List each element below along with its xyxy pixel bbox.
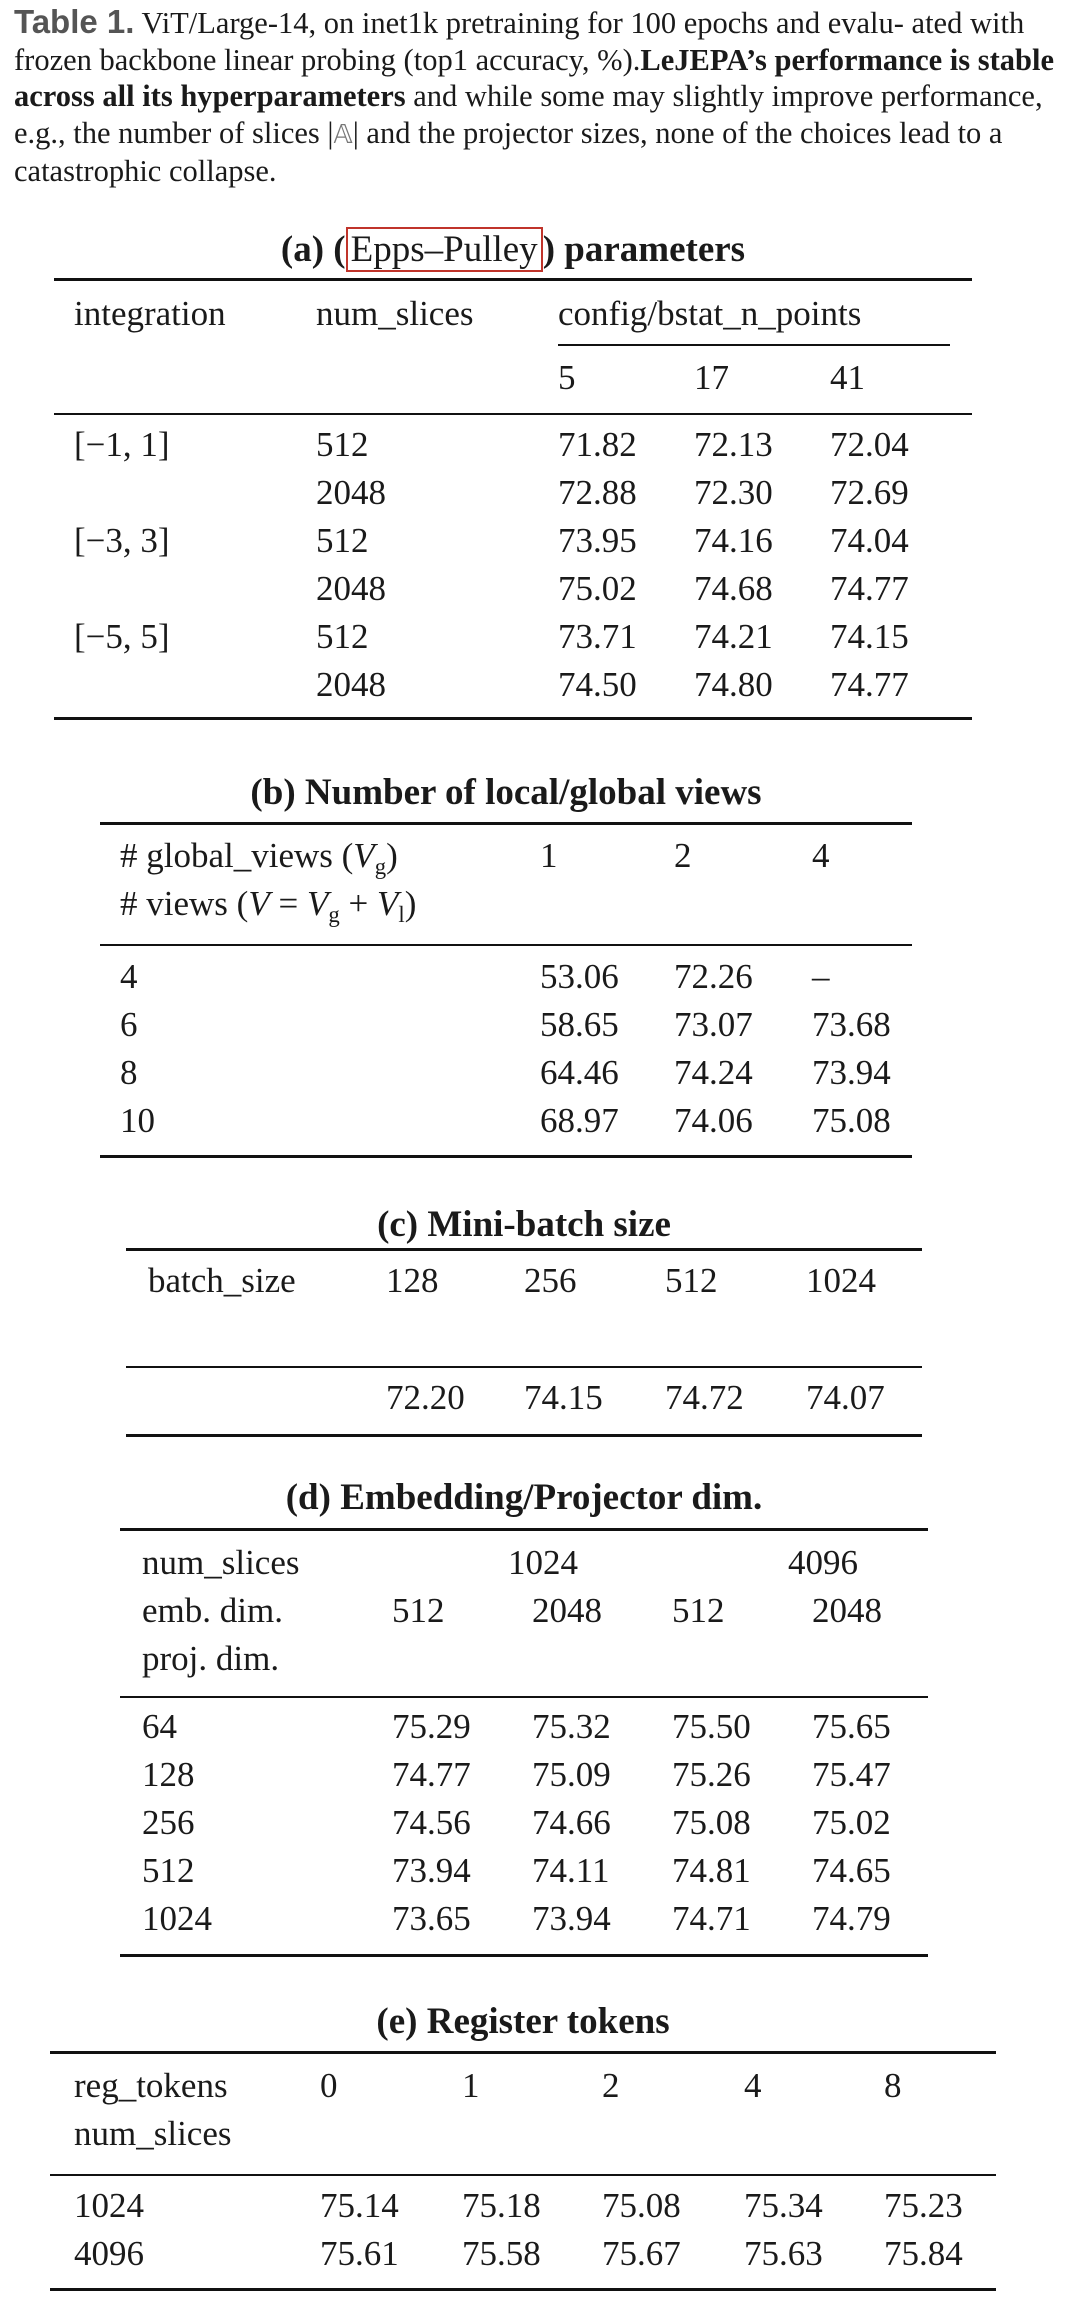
cell-value: 74.56: [392, 1803, 471, 1842]
highlighted-term: Epps–Pulley: [346, 227, 543, 272]
table-a-bottom-rule: [54, 717, 972, 720]
cell-value: 74.80: [694, 665, 773, 704]
header-sub: g: [374, 853, 387, 879]
cell-value: 75.63: [744, 2234, 823, 2273]
table-d-title: (d) Embedding/Projector dim.: [285, 1477, 763, 1518]
cell-value: 72.69: [830, 473, 909, 512]
cell-value: 74.50: [558, 665, 637, 704]
table-caption: [14, 4, 1064, 190]
cell-value: 74.79: [812, 1899, 891, 1938]
table-b-col-4: 4: [812, 836, 830, 875]
table-b-bottom-rule: [100, 1155, 912, 1158]
table-d-emb: 512: [672, 1591, 725, 1630]
table-a-mid-rule: [54, 413, 972, 415]
table-b-header-global-views: [120, 836, 398, 879]
cell-value: 75.08: [812, 1101, 891, 1140]
table-b-mid-rule: [100, 944, 912, 946]
cell-views: 4: [120, 957, 138, 996]
cell-value: 73.94: [532, 1899, 611, 1938]
cell-proj: 64: [142, 1707, 177, 1746]
cell-value: 75.23: [884, 2186, 963, 2225]
cell-value: 74.77: [830, 665, 909, 704]
table-a-header-config: config/bstat_n_points: [558, 294, 862, 333]
cell-proj: 128: [142, 1755, 195, 1794]
table-d-emb: 512: [392, 1591, 445, 1630]
cell-value: 75.34: [744, 2186, 823, 2225]
cell-value: 73.65: [392, 1899, 471, 1938]
table-e-col: 8: [884, 2066, 902, 2105]
cell-views: 10: [120, 1101, 155, 1140]
table-d-header-emb-dim: emb. dim.: [142, 1591, 283, 1630]
cell-value: 74.24: [674, 1053, 753, 1092]
table-a-header-integration: integration: [74, 294, 226, 333]
table-a-header-sub-rule: [558, 344, 950, 346]
caption-label: Table 1.: [14, 3, 135, 40]
cell-value: 74.71: [672, 1899, 751, 1938]
header-text: =: [269, 884, 307, 923]
table-d-top-rule: [120, 1528, 928, 1531]
header-var: V: [306, 884, 329, 923]
table-e-bottom-rule: [50, 2288, 996, 2291]
table-a-title-suffix: ) parameters: [542, 229, 746, 270]
header-var: V: [376, 884, 399, 923]
cell-proj: 1024: [142, 1899, 212, 1938]
cell-slices: 512: [316, 617, 369, 656]
table-b-top-rule: [100, 822, 912, 825]
cell-value: 75.58: [462, 2234, 541, 2273]
cell-slices: 512: [316, 521, 369, 560]
cell-slices: 4096: [74, 2234, 144, 2273]
cell-value: –: [812, 957, 830, 996]
cell-integration: [−1, 1]: [74, 425, 170, 464]
cell-value: 74.04: [830, 521, 909, 560]
cell-value: 74.72: [665, 1378, 744, 1417]
table-c-col: 512: [665, 1261, 718, 1300]
cell-value: 71.82: [558, 425, 637, 464]
table-d-slices-1024: 1024: [508, 1543, 578, 1582]
table-e-header-num-slices: num_slices: [74, 2114, 232, 2153]
cell-value: 75.08: [602, 2186, 681, 2225]
table-a-title: [54, 230, 972, 270]
cell-value: 75.14: [320, 2186, 399, 2225]
header-var: V: [248, 884, 270, 923]
table-a-points-41: 41: [830, 358, 865, 397]
table-b-col-2: 2: [674, 836, 692, 875]
table-e-title: (e) Register tokens: [376, 2001, 670, 2042]
cell-value: 73.94: [392, 1851, 471, 1890]
cell-proj: 256: [142, 1803, 195, 1842]
table-a-points-17: 17: [694, 358, 729, 397]
cell-views: 6: [120, 1005, 138, 1044]
cell-value: 72.04: [830, 425, 909, 464]
cell-value: 74.15: [524, 1378, 603, 1417]
header-text: # global_views (: [120, 836, 354, 875]
table-a-top-rule: [54, 278, 972, 281]
cell-value: 75.02: [812, 1803, 891, 1842]
caption-text-2: and while some may slightly improve performance, e.g., the number of slices |: [14, 79, 1043, 150]
cell-slices: 2048: [316, 473, 386, 512]
table-c-title: (c) Mini-batch size: [377, 1204, 671, 1245]
table-d-emb: 2048: [812, 1591, 882, 1630]
cell-integration: [−3, 3]: [74, 521, 170, 560]
table-c-bottom-rule: [126, 1434, 922, 1437]
table-a-points-5: 5: [558, 358, 576, 397]
cell-value: 74.16: [694, 521, 773, 560]
cell-value: 73.07: [674, 1005, 753, 1044]
table-a-title-prefix: (a) (: [280, 229, 346, 270]
cell-value: 72.30: [694, 473, 773, 512]
header-text: ): [386, 836, 398, 875]
cell-value: 75.08: [672, 1803, 751, 1842]
cell-value: 74.15: [830, 617, 909, 656]
table-c-header-batch-size: batch_size: [148, 1261, 296, 1300]
table-d-mid-rule: [120, 1696, 928, 1698]
table-d-header-proj-dim: proj. dim.: [142, 1639, 280, 1678]
cell-value: 73.71: [558, 617, 637, 656]
table-b-title: (b) Number of local/global views: [250, 772, 762, 813]
cell-value: 75.67: [602, 2234, 681, 2273]
table-e-top-rule: [50, 2051, 996, 2054]
cell-views: 8: [120, 1053, 138, 1092]
header-var: V: [353, 836, 375, 875]
cell-value: 75.32: [532, 1707, 611, 1746]
cell-proj: 512: [142, 1851, 195, 1890]
table-d-emb: 2048: [532, 1591, 602, 1630]
cell-value: 74.21: [694, 617, 773, 656]
cell-value: 72.88: [558, 473, 637, 512]
caption-symbol: 𝔸: [333, 119, 353, 150]
cell-value: 74.81: [672, 1851, 751, 1890]
table-b-header-views: [120, 884, 417, 927]
table-e-header-reg-tokens: reg_tokens: [74, 2066, 228, 2105]
cell-value: 75.84: [884, 2234, 963, 2273]
cell-slices: 2048: [316, 569, 386, 608]
cell-value: 53.06: [540, 957, 619, 996]
caption-bold-text: LeJEPA’s performance is stable across all its hyperparameters: [14, 42, 1055, 113]
header-text: +: [339, 884, 377, 923]
table-e-col: 1: [462, 2066, 480, 2105]
cell-value: 75.47: [812, 1755, 891, 1794]
cell-value: 74.66: [532, 1803, 611, 1842]
table-d-header-num-slices: num_slices: [142, 1543, 300, 1582]
cell-value: 74.77: [392, 1755, 471, 1794]
header-sub: l: [398, 901, 405, 927]
cell-value: 75.26: [672, 1755, 751, 1794]
table-e-mid-rule: [50, 2174, 996, 2176]
cell-value: 64.46: [540, 1053, 619, 1092]
cell-value: 75.18: [462, 2186, 541, 2225]
cell-value: 74.65: [812, 1851, 891, 1890]
cell-value: 75.29: [392, 1707, 471, 1746]
cell-value: 58.65: [540, 1005, 619, 1044]
table-c-col: 256: [524, 1261, 577, 1300]
cell-slices: 2048: [316, 665, 386, 704]
cell-value: 75.61: [320, 2234, 399, 2273]
table-e-col: 2: [602, 2066, 620, 2105]
cell-value: 72.13: [694, 425, 773, 464]
table-c-top-rule: [126, 1248, 922, 1251]
table-e-col: 0: [320, 2066, 338, 2105]
header-sub: g: [328, 901, 340, 927]
header-text: # views (: [120, 884, 249, 923]
table-d-slices-4096: 4096: [788, 1543, 858, 1582]
cell-value: 75.50: [672, 1707, 751, 1746]
cell-slices: 1024: [74, 2186, 144, 2225]
cell-slices: 512: [316, 425, 369, 464]
cell-value: 74.07: [806, 1378, 885, 1417]
table-c-col: 128: [386, 1261, 439, 1300]
cell-value: 74.06: [674, 1101, 753, 1140]
cell-value: 73.95: [558, 521, 637, 560]
cell-value: 73.68: [812, 1005, 891, 1044]
cell-value: 74.11: [532, 1851, 610, 1890]
cell-integration: [−5, 5]: [74, 617, 170, 656]
table-e-col: 4: [744, 2066, 762, 2105]
header-text: ): [404, 884, 417, 923]
cell-value: 72.26: [674, 957, 753, 996]
cell-value: 74.77: [830, 569, 909, 608]
table-d-bottom-rule: [120, 1954, 928, 1957]
cell-value: 75.65: [812, 1707, 891, 1746]
cell-value: 75.09: [532, 1755, 611, 1794]
cell-value: 68.97: [540, 1101, 619, 1140]
table-a-header-num-slices: num_slices: [316, 294, 474, 333]
cell-value: 75.02: [558, 569, 637, 608]
cell-value: 73.94: [812, 1053, 891, 1092]
cell-value: 72.20: [386, 1378, 465, 1417]
table-c-mid-rule: [126, 1366, 922, 1368]
table-c-col: 1024: [806, 1261, 876, 1300]
table-b-col-1: 1: [540, 836, 558, 875]
cell-value: 74.68: [694, 569, 773, 608]
caption-text-3: | and the projector sizes, none of the choices lead to a catastrophic collapse.: [14, 115, 1003, 188]
caption-text-1: ViT/Large-14, on inet1k pretraining for 100 epochs and evalu- ated with frozen backbone linear probing (top1 accuracy, %).: [14, 6, 1025, 77]
